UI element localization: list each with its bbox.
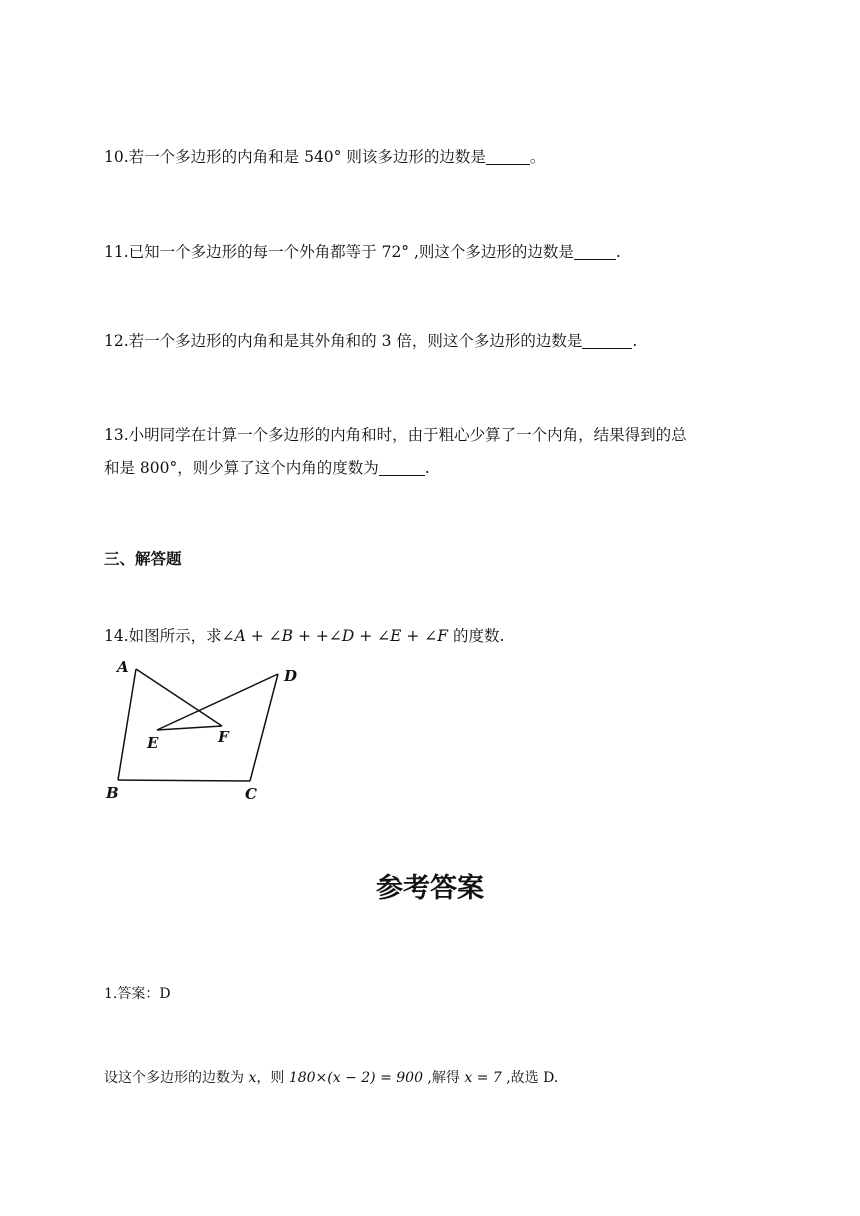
question-13-end: . bbox=[424, 459, 430, 477]
question-13-text-line1: 13.小明同学在计算一个多边形的内角和时，由于粗心少算了一个内角，结果得到的总 bbox=[104, 426, 687, 444]
question-10 bbox=[104, 145, 545, 167]
question-14-prefix: 14.如图所示，求 bbox=[104, 627, 222, 645]
question-14-formula: ∠A + ∠B + +∠D + ∠E + ∠F bbox=[221, 627, 449, 645]
question-12-text: 12.若一个多边形的内角和是其外角和的 3 倍，则这个多边形的边数是 bbox=[104, 332, 583, 350]
label-B: B bbox=[106, 784, 119, 802]
question-13-text-line2: 和是 800°，则少算了这个内角的度数为 bbox=[104, 459, 379, 477]
question-11-text: 11.已知一个多边形的每一个外角都等于 72° ,则这个多边形的边数是 bbox=[104, 243, 574, 261]
segment-EF bbox=[157, 726, 222, 730]
explanation-equation: 180×(x − 2) = 900 bbox=[288, 1070, 423, 1086]
question-11-end: . bbox=[615, 243, 621, 261]
label-D: D bbox=[284, 667, 298, 685]
explanation-text: ,解得 bbox=[422, 1070, 465, 1086]
label-C: C bbox=[245, 785, 257, 802]
label-F: F bbox=[218, 728, 229, 746]
label-A: A bbox=[117, 658, 129, 676]
segment-AB bbox=[118, 669, 136, 780]
question-10-end: 。 bbox=[529, 148, 546, 166]
segment-FA bbox=[136, 669, 222, 726]
question-11 bbox=[104, 240, 621, 262]
question-12-end: . bbox=[632, 332, 638, 350]
explanation-variable: x bbox=[248, 1070, 257, 1086]
question-10-text: 10.若一个多边形的内角和是 540° 则该多边形的边数是 bbox=[104, 148, 486, 166]
segment-CD bbox=[250, 674, 278, 781]
explanation-text: ，则 bbox=[256, 1070, 289, 1086]
explanation-solution: x = 7 bbox=[464, 1070, 502, 1086]
segment-DE bbox=[157, 674, 278, 730]
section-heading: 三、解答题 bbox=[104, 550, 182, 568]
question-14-suffix: 的度数. bbox=[448, 627, 505, 645]
answer-blank bbox=[582, 333, 632, 350]
geometry-figure bbox=[100, 656, 310, 802]
label-E: E bbox=[147, 734, 159, 752]
question-14 bbox=[104, 624, 504, 646]
answers-title: 参考答案 bbox=[376, 873, 484, 904]
answer-blank bbox=[486, 149, 530, 166]
answer-1-label: 1.答案：D bbox=[104, 986, 171, 1002]
segment-BC bbox=[118, 780, 250, 781]
answer-1-explanation bbox=[104, 1067, 558, 1087]
answer-blank bbox=[574, 244, 616, 261]
question-12 bbox=[104, 329, 637, 351]
answer-blank bbox=[379, 460, 425, 477]
explanation-text: 设这个多边形的边数为 bbox=[104, 1070, 249, 1086]
explanation-text: ,故选 D. bbox=[501, 1070, 559, 1086]
question-13-line2 bbox=[104, 456, 430, 478]
question-13-line1 bbox=[104, 423, 687, 445]
